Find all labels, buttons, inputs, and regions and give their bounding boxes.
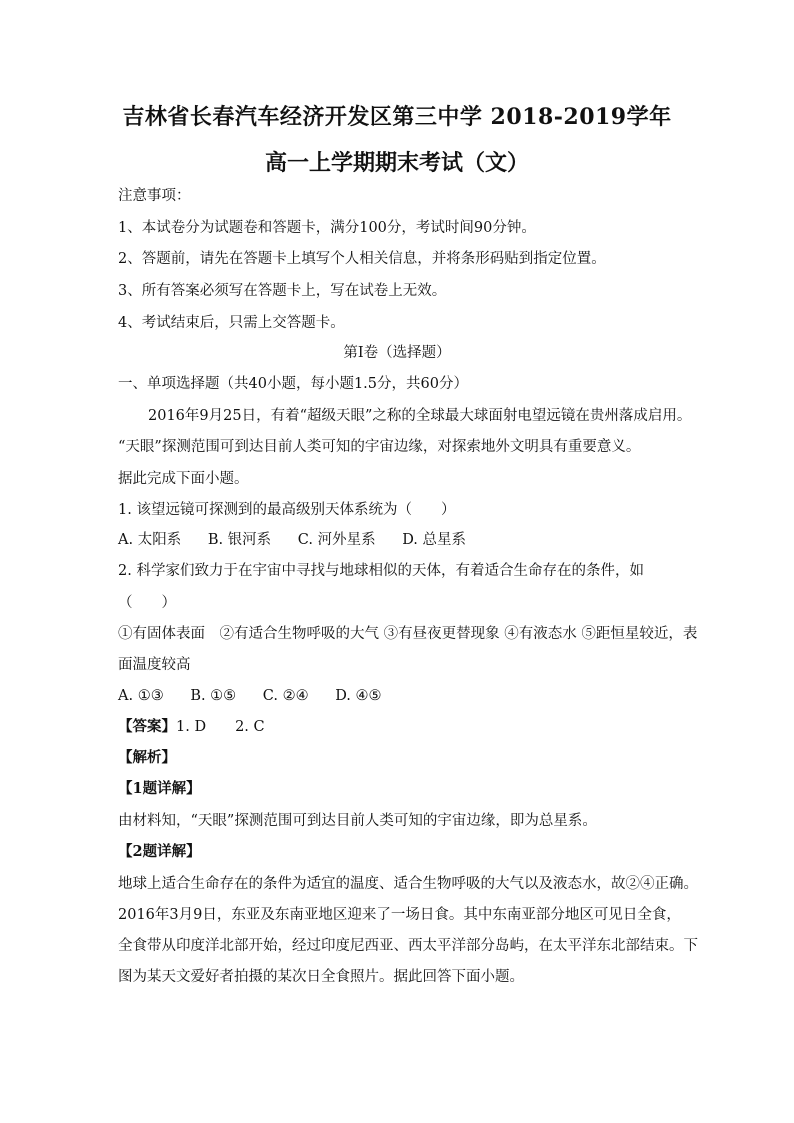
page-title-line2: 高一上学期期末考试（文） — [264, 150, 529, 176]
notice-item: 1、本试卷分为试题卷和答题卡，满分100分，考试时间90分钟。 — [118, 220, 536, 236]
analysis-label: 【解析】 — [118, 749, 176, 766]
question-2-choices-cont: 面温度较高 — [118, 657, 191, 673]
option-d: D. 总星系 — [402, 532, 467, 548]
material-2-line: 全食带从印度洋北部开始，经过印度尼西亚、西太平洋部分岛屿，在太平洋东北部结束。下 — [118, 938, 698, 954]
notice-heading: 注意事项： — [118, 188, 191, 204]
material-instruction: 据此完成下面小题。 — [118, 471, 249, 487]
question-2-options — [118, 686, 404, 706]
material-2-line: 图为某天文爱好者拍摄的某次日全食照片。据此回答下面小题。 — [118, 969, 524, 985]
section-title: 第Ⅰ卷（选择题） — [343, 345, 451, 361]
question-2-choices: ①有固体表面 ②有适合生物呼吸的大气 ③有昼夜更替现象 ④有液态水 ⑤距恒星较近，表 — [118, 626, 698, 642]
detail-1-label: 【1题详解】 — [118, 780, 201, 797]
page-title-line1: 吉林省长春汽车经济开发区第三中学 2018-2019学年 — [122, 104, 672, 130]
question-2-blank: （ ） — [118, 595, 176, 611]
material-2-line: 2016年3月9日，东亚及东南亚地区迎来了一场日食。其中东南亚部分地区可见日全食， — [118, 907, 681, 923]
material-paragraph: “天眼”探测范围可到达目前人类可知的宇宙边缘，对探索地外文明具有重要意义。 — [118, 439, 641, 455]
option-d: D. ④⑤ — [335, 688, 382, 704]
detail-1-text: 由材料知，“天眼”探测范围可到达目前人类可知的宇宙边缘，即为总星系。 — [118, 813, 597, 829]
notice-item: 3、所有答案必须写在答题卡上，写在试卷上无效。 — [118, 283, 447, 299]
notice-item: 4、考试结束后，只需上交答题卡。 — [118, 315, 345, 331]
question-1-options — [118, 530, 488, 550]
option-b: B. ①⑤ — [190, 688, 237, 704]
option-b: B. 银河系 — [207, 532, 272, 548]
answer-label: 【答案】 — [118, 718, 176, 735]
option-a: A. 太阳系 — [118, 532, 182, 548]
question-1-stem: 1. 该望远镜可探测到的最高级别天体系统为（ ） — [118, 502, 456, 518]
part-heading: 一、单项选择题（共40小题，每小题1.5分，共60分） — [118, 376, 468, 392]
option-c: C. 河外星系 — [297, 532, 376, 548]
question-2-stem: 2. 科学家们致力于在宇宙中寻找与地球相似的天体，有着适合生命存在的条件，如 — [118, 563, 644, 579]
answer-text: 1. D 2. C — [176, 719, 265, 735]
option-c: C. ②④ — [262, 688, 309, 704]
answer-line — [118, 717, 265, 737]
material-paragraph: 2016年9月25日，有着“超级天眼”之称的全球最大球面射电望远镜在贵州落成启用。 — [148, 408, 692, 424]
notice-item: 2、答题前，请先在答题卡上填写个人相关信息，并将条形码贴到指定位置。 — [118, 251, 606, 267]
option-a: A. ①③ — [118, 688, 164, 704]
detail-2-text: 地球上适合生命存在的条件为适宜的温度、适合生物呼吸的大气以及液态水，故②④正确。 — [118, 876, 698, 892]
detail-2-label: 【2题详解】 — [118, 843, 201, 860]
